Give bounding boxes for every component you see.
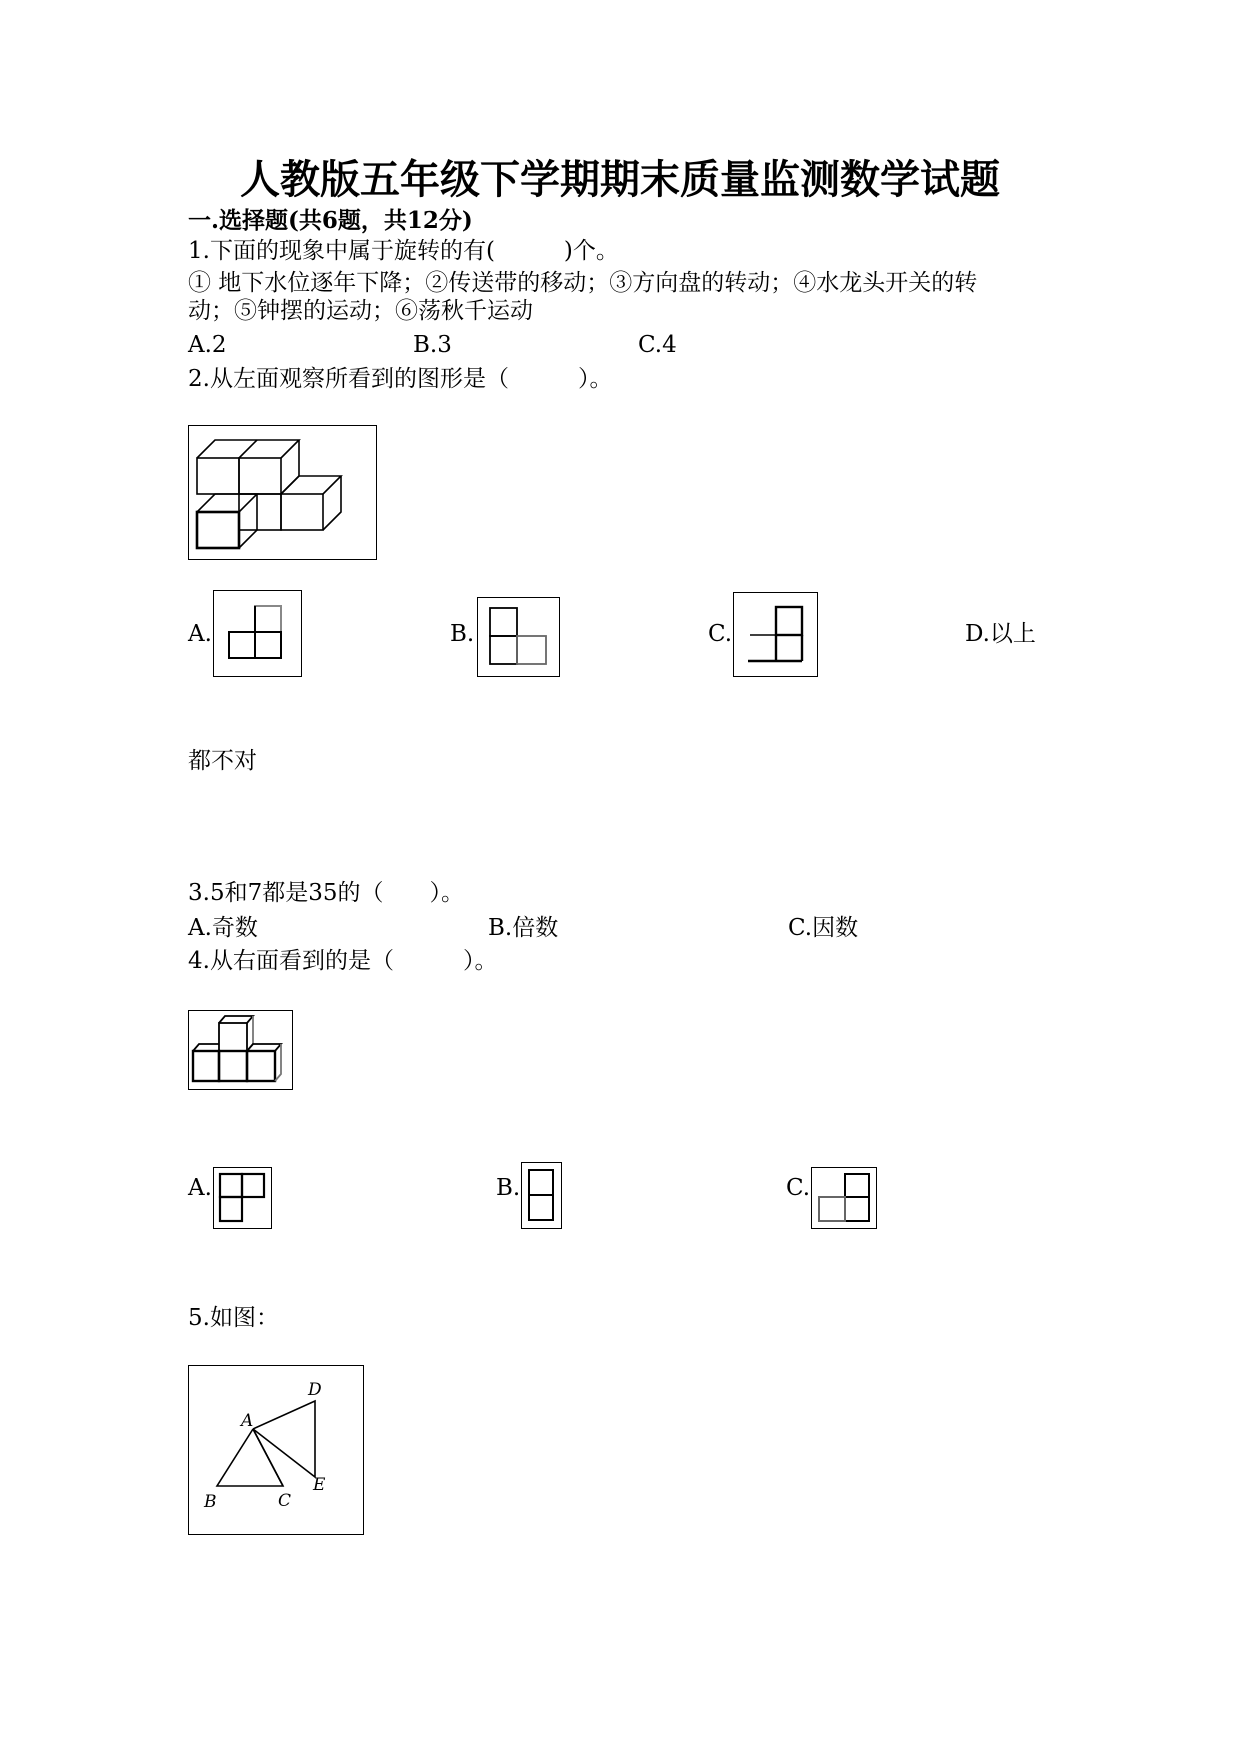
q3-option-a[interactable]: A.奇数 [188,915,258,941]
q3-stem: 3.5和7都是35的（ ）。 [188,880,464,906]
q1-option-a[interactable]: A.2 [188,332,227,358]
q1-stem: 1.下面的现象中属于旋转的有( )个。 [188,238,619,264]
q4-cube-figure [188,1010,293,1090]
point-label-b: B [204,1492,217,1512]
q1-option-b[interactable]: B.3 [413,332,452,358]
point-label-c: C [278,1491,292,1511]
q3-option-b[interactable]: B.倍数 [488,915,559,941]
point-label-e: E [313,1475,326,1495]
point-label-d: D [308,1380,322,1400]
page-title: 人教版五年级下学期期末质量监测数学试题 [240,156,1000,203]
q2-option-c[interactable]: C. [708,621,733,647]
q4-option-b-figure [521,1162,562,1229]
q5-triangle-figure [188,1365,364,1535]
q2-stem: 2.从左面观察所看到的图形是（ ）。 [188,366,613,392]
q1-line2: 动；⑤钟摆的运动；⑥荡秋千运动 [188,298,533,324]
q2-option-a-figure [213,590,302,677]
q3-option-c[interactable]: C.因数 [788,915,859,941]
q4-option-c-figure [811,1167,877,1229]
q5-stem: 5.如图： [188,1305,279,1331]
q2-option-d[interactable]: D.以上 [965,621,1036,647]
q2-option-b[interactable]: B. [450,621,475,647]
q2-cube-figure [188,425,377,560]
q4-option-c[interactable]: C. [786,1175,811,1201]
q4-option-a-figure [213,1167,272,1229]
q2-option-c-figure [733,592,818,677]
section-heading: 一.选择题(共6题，共12分) [188,207,473,234]
q2-option-a[interactable]: A. [188,621,212,647]
q2-cube-drawing [189,426,375,558]
q4-option-b[interactable]: B. [496,1175,521,1201]
q4-stem: 4.从右面看到的是（ ）。 [188,948,498,974]
q4-option-a[interactable]: A. [188,1175,212,1201]
q1-option-c[interactable]: C.4 [638,332,677,358]
q2-option-d-continued: 都不对 [188,748,257,774]
point-label-a: A [241,1411,254,1431]
q2-option-b-figure [477,597,560,677]
q1-line1: ① 地下水位逐年下降；②传送带的移动；③方向盘的转动；④水龙头开关的转 [188,270,978,296]
